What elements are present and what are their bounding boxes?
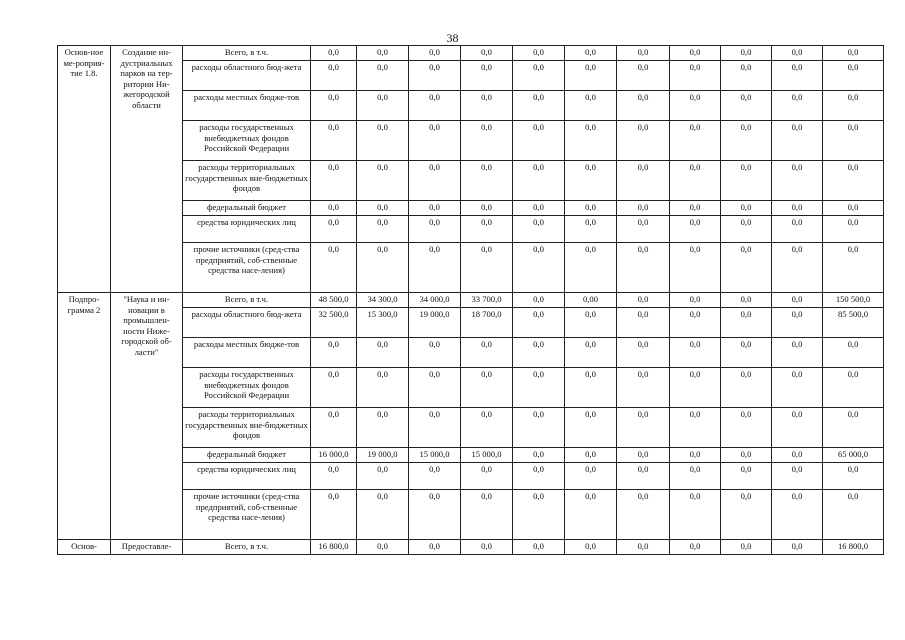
value-cell: 0,0 xyxy=(721,308,772,338)
value-cell: 0,0 xyxy=(721,463,772,490)
value-cell: 0,0 xyxy=(721,408,772,448)
funding-source: расходы территориальных государственных вне-бюджетных фондов xyxy=(183,161,311,201)
value-cell: 0,0 xyxy=(311,121,357,161)
value-cell: 0,0 xyxy=(565,161,617,201)
funding-source: средства юридических лиц xyxy=(183,216,311,243)
value-cell: 0,0 xyxy=(772,243,823,293)
value-cell: 0,0 xyxy=(513,463,565,490)
value-cell: 0,0 xyxy=(357,161,409,201)
value-cell: 0,0 xyxy=(357,61,409,91)
value-cell: 0,0 xyxy=(461,463,513,490)
value-cell: 0,0 xyxy=(823,490,884,540)
value-cell: 32 500,0 xyxy=(311,308,357,338)
value-cell: 0,0 xyxy=(617,91,670,121)
value-cell: 0,0 xyxy=(513,243,565,293)
value-cell: 0,0 xyxy=(409,121,461,161)
value-cell: 0,0 xyxy=(357,216,409,243)
value-cell: 0,0 xyxy=(772,368,823,408)
value-cell: 0,0 xyxy=(772,448,823,463)
value-cell: 0,0 xyxy=(823,121,884,161)
value-cell: 0,0 xyxy=(823,201,884,216)
value-cell: 0,0 xyxy=(409,463,461,490)
value-cell: 0,0 xyxy=(617,540,670,555)
value-cell: 0,0 xyxy=(357,201,409,216)
value-cell: 0,0 xyxy=(357,408,409,448)
value-cell: 0,0 xyxy=(311,161,357,201)
value-cell: 0,0 xyxy=(565,408,617,448)
value-cell: 16 000,0 xyxy=(311,448,357,463)
value-cell: 0,0 xyxy=(565,463,617,490)
value-cell: 0,0 xyxy=(670,161,721,201)
value-cell: 0,0 xyxy=(357,338,409,368)
value-cell: 0,0 xyxy=(311,91,357,121)
value-cell: 0,0 xyxy=(409,161,461,201)
value-cell: 0,0 xyxy=(513,448,565,463)
value-cell: 0,0 xyxy=(617,216,670,243)
value-cell: 0,0 xyxy=(670,201,721,216)
value-cell: 0,0 xyxy=(357,121,409,161)
page-number: 38 xyxy=(446,31,459,45)
value-cell: 0,0 xyxy=(311,490,357,540)
value-cell: 0,0 xyxy=(513,61,565,91)
value-cell: 0,0 xyxy=(721,61,772,91)
value-cell: 34 000,0 xyxy=(409,293,461,308)
value-cell: 0,0 xyxy=(357,46,409,61)
value-cell: 0,0 xyxy=(617,121,670,161)
value-cell: 150 500,0 xyxy=(823,293,884,308)
value-cell: 0,0 xyxy=(461,338,513,368)
funding-source: расходы областного бюд-жета xyxy=(183,61,311,91)
block-category: Подпро-грамма 2 xyxy=(58,293,111,540)
block-name: "Наука и ин-новации в промышлен-ности Ниже-городской об-ласти" xyxy=(111,293,183,540)
value-cell: 18 700,0 xyxy=(461,308,513,338)
value-cell: 0,0 xyxy=(772,46,823,61)
value-cell: 0,0 xyxy=(823,161,884,201)
value-cell: 0,0 xyxy=(721,46,772,61)
value-cell: 0,0 xyxy=(772,408,823,448)
value-cell: 0,0 xyxy=(772,490,823,540)
value-cell: 34 300,0 xyxy=(357,293,409,308)
value-cell: 0,0 xyxy=(617,308,670,338)
value-cell: 0,0 xyxy=(617,463,670,490)
value-cell: 0,0 xyxy=(670,216,721,243)
funding-source: средства юридических лиц xyxy=(183,463,311,490)
value-cell: 0,0 xyxy=(409,61,461,91)
value-cell: 0,0 xyxy=(565,540,617,555)
value-cell: 0,0 xyxy=(513,308,565,338)
value-cell: 0,0 xyxy=(565,46,617,61)
value-cell: 0,0 xyxy=(772,161,823,201)
value-cell: 0,0 xyxy=(721,490,772,540)
value-cell: 0,0 xyxy=(670,490,721,540)
value-cell: 33 700,0 xyxy=(461,293,513,308)
value-cell: 0,0 xyxy=(461,368,513,408)
value-cell: 48 500,0 xyxy=(311,293,357,308)
value-cell: 0,0 xyxy=(772,463,823,490)
value-cell: 0,0 xyxy=(772,216,823,243)
value-cell: 0,0 xyxy=(513,490,565,540)
value-cell: 0,0 xyxy=(311,243,357,293)
value-cell: 0,0 xyxy=(670,61,721,91)
value-cell: 0,0 xyxy=(513,121,565,161)
value-cell: 0,0 xyxy=(461,61,513,91)
funding-source: Всего, в т.ч. xyxy=(183,540,311,555)
value-cell: 0,0 xyxy=(565,490,617,540)
value-cell: 0,0 xyxy=(311,408,357,448)
value-cell: 19 000,0 xyxy=(357,448,409,463)
value-cell: 0,0 xyxy=(461,121,513,161)
funding-source: прочие источники (сред-ства предприятий, соб-ственные средства насе-ления) xyxy=(183,490,311,540)
value-cell: 0,0 xyxy=(565,243,617,293)
value-cell: 0,0 xyxy=(565,61,617,91)
value-cell: 0,0 xyxy=(670,463,721,490)
value-cell: 0,0 xyxy=(670,243,721,293)
value-cell: 0,0 xyxy=(409,216,461,243)
value-cell: 0,0 xyxy=(823,463,884,490)
value-cell: 0,0 xyxy=(513,201,565,216)
value-cell: 0,0 xyxy=(617,368,670,408)
value-cell: 0,0 xyxy=(311,216,357,243)
table-row xyxy=(58,540,884,555)
value-cell: 0,0 xyxy=(513,293,565,308)
value-cell: 0,0 xyxy=(461,408,513,448)
value-cell: 0,0 xyxy=(357,540,409,555)
value-cell: 0,0 xyxy=(311,338,357,368)
value-cell: 0,0 xyxy=(617,201,670,216)
value-cell: 15 000,0 xyxy=(461,448,513,463)
value-cell: 0,0 xyxy=(357,91,409,121)
value-cell: 0,0 xyxy=(772,91,823,121)
value-cell: 0,0 xyxy=(461,161,513,201)
value-cell: 0,0 xyxy=(670,91,721,121)
value-cell: 0,0 xyxy=(721,201,772,216)
value-cell: 0,0 xyxy=(721,338,772,368)
value-cell: 0,0 xyxy=(513,91,565,121)
value-cell: 0,0 xyxy=(565,448,617,463)
value-cell: 0,0 xyxy=(721,91,772,121)
value-cell: 0,0 xyxy=(513,408,565,448)
value-cell: 0,0 xyxy=(772,540,823,555)
value-cell: 0,0 xyxy=(409,540,461,555)
block-name: Предоставле- xyxy=(111,540,183,555)
value-cell: 0,0 xyxy=(513,161,565,201)
value-cell: 0,0 xyxy=(409,243,461,293)
value-cell: 0,0 xyxy=(617,490,670,540)
value-cell: 0,0 xyxy=(670,293,721,308)
value-cell: 0,0 xyxy=(513,216,565,243)
table-row xyxy=(58,46,884,61)
value-cell: 0,0 xyxy=(461,490,513,540)
value-cell: 0,0 xyxy=(311,201,357,216)
value-cell: 0,0 xyxy=(565,91,617,121)
value-cell: 0,0 xyxy=(409,201,461,216)
value-cell: 0,0 xyxy=(565,338,617,368)
value-cell: 0,0 xyxy=(823,91,884,121)
value-cell: 0,0 xyxy=(617,61,670,91)
value-cell: 0,0 xyxy=(409,408,461,448)
value-cell: 0,0 xyxy=(461,201,513,216)
value-cell: 0,0 xyxy=(721,121,772,161)
value-cell: 0,00 xyxy=(565,293,617,308)
value-cell: 0,0 xyxy=(357,368,409,408)
value-cell: 0,0 xyxy=(823,408,884,448)
value-cell: 0,0 xyxy=(357,490,409,540)
value-cell: 0,0 xyxy=(617,408,670,448)
value-cell: 0,0 xyxy=(617,243,670,293)
value-cell: 0,0 xyxy=(565,216,617,243)
funding-source: Всего, в т.ч. xyxy=(183,46,311,61)
block-name: Создание ин-дустриальных парков на тер-ритории Ни-жегородской области xyxy=(111,46,183,293)
value-cell: 0,0 xyxy=(565,201,617,216)
value-cell: 0,0 xyxy=(823,216,884,243)
value-cell: 0,0 xyxy=(772,308,823,338)
funding-source: расходы государственных внебюджетных фондов Российской Федерации xyxy=(183,368,311,408)
value-cell: 0,0 xyxy=(311,61,357,91)
value-cell: 0,0 xyxy=(461,91,513,121)
value-cell: 0,0 xyxy=(311,368,357,408)
value-cell: 0,0 xyxy=(357,463,409,490)
value-cell: 16 800,0 xyxy=(311,540,357,555)
value-cell: 0,0 xyxy=(565,308,617,338)
value-cell: 0,0 xyxy=(772,61,823,91)
value-cell: 0,0 xyxy=(617,161,670,201)
value-cell: 0,0 xyxy=(721,161,772,201)
value-cell: 15 000,0 xyxy=(409,448,461,463)
value-cell: 0,0 xyxy=(670,368,721,408)
value-cell: 0,0 xyxy=(617,293,670,308)
funding-source: федеральный бюджет xyxy=(183,448,311,463)
value-cell: 0,0 xyxy=(409,91,461,121)
value-cell: 0,0 xyxy=(721,293,772,308)
funding-source: Всего, в т.ч. xyxy=(183,293,311,308)
funding-table xyxy=(57,45,884,555)
value-cell: 0,0 xyxy=(670,448,721,463)
value-cell: 0,0 xyxy=(721,368,772,408)
value-cell: 0,0 xyxy=(721,216,772,243)
funding-source: расходы местных бюдже-тов xyxy=(183,338,311,368)
value-cell: 0,0 xyxy=(513,540,565,555)
table-row xyxy=(58,293,884,308)
value-cell: 0,0 xyxy=(721,243,772,293)
value-cell: 0,0 xyxy=(823,61,884,91)
value-cell: 0,0 xyxy=(311,46,357,61)
funding-source: расходы областного бюд-жета xyxy=(183,308,311,338)
value-cell: 0,0 xyxy=(772,293,823,308)
funding-source: расходы государственных внебюджетных фондов Российской Федерации xyxy=(183,121,311,161)
value-cell: 0,0 xyxy=(409,490,461,540)
funding-source: федеральный бюджет xyxy=(183,201,311,216)
value-cell: 0,0 xyxy=(721,540,772,555)
value-cell: 0,0 xyxy=(823,243,884,293)
value-cell: 0,0 xyxy=(409,338,461,368)
value-cell: 0,0 xyxy=(617,338,670,368)
value-cell: 15 300,0 xyxy=(357,308,409,338)
value-cell: 0,0 xyxy=(513,338,565,368)
value-cell: 0,0 xyxy=(617,46,670,61)
value-cell: 0,0 xyxy=(772,121,823,161)
value-cell: 0,0 xyxy=(461,216,513,243)
block-category: Основ- xyxy=(58,540,111,555)
funding-source: расходы территориальных государственных вне-бюджетных фондов xyxy=(183,408,311,448)
block-category: Основ-ное ме-роприя-тие 1.8. xyxy=(58,46,111,293)
value-cell: 0,0 xyxy=(823,338,884,368)
value-cell: 0,0 xyxy=(670,408,721,448)
value-cell: 16 800,0 xyxy=(823,540,884,555)
value-cell: 0,0 xyxy=(409,46,461,61)
value-cell: 85 500,0 xyxy=(823,308,884,338)
value-cell: 0,0 xyxy=(670,46,721,61)
value-cell: 0,0 xyxy=(513,368,565,408)
value-cell: 65 000,0 xyxy=(823,448,884,463)
value-cell: 0,0 xyxy=(565,368,617,408)
value-cell: 0,0 xyxy=(670,338,721,368)
value-cell: 0,0 xyxy=(461,46,513,61)
value-cell: 0,0 xyxy=(670,121,721,161)
funding-source: прочие источники (сред-ства предприятий, соб-ственные средства насе-ления) xyxy=(183,243,311,293)
value-cell: 0,0 xyxy=(823,46,884,61)
value-cell: 0,0 xyxy=(565,121,617,161)
value-cell: 0,0 xyxy=(617,448,670,463)
funding-source: расходы местных бюдже-тов xyxy=(183,91,311,121)
value-cell: 0,0 xyxy=(823,368,884,408)
value-cell: 0,0 xyxy=(311,463,357,490)
value-cell: 0,0 xyxy=(670,540,721,555)
value-cell: 0,0 xyxy=(357,243,409,293)
value-cell: 0,0 xyxy=(670,308,721,338)
value-cell: 0,0 xyxy=(409,368,461,408)
value-cell: 19 000,0 xyxy=(409,308,461,338)
value-cell: 0,0 xyxy=(461,243,513,293)
value-cell: 0,0 xyxy=(513,46,565,61)
table-body xyxy=(58,46,884,555)
value-cell: 0,0 xyxy=(772,201,823,216)
value-cell: 0,0 xyxy=(772,338,823,368)
value-cell: 0,0 xyxy=(721,448,772,463)
value-cell: 0,0 xyxy=(461,540,513,555)
